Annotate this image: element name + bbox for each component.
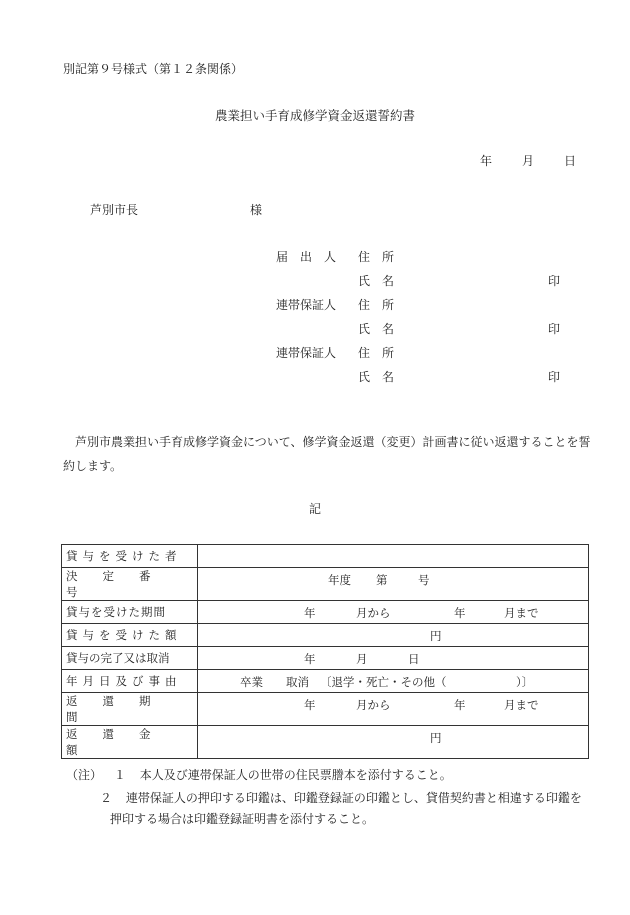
signatory-name-label: 氏 名 [358,274,395,288]
recipient-field[interactable] [198,545,589,568]
row-label: 返還期間 [62,693,198,726]
loan-period-field[interactable] [198,601,589,624]
decision-number-field[interactable] [198,568,589,601]
note-number: ２ [100,791,113,805]
row-label: 年月日及び事由 [62,670,198,693]
note-text: 連帯保証人の押印する印鑑は、印鑑登録証の印鑑とし、貸借契約書と相違する印鑑を [125,791,582,805]
signatory-address-label: 住 所 [358,346,395,360]
loan-amount-field[interactable] [198,624,589,647]
cell-text: 年 [304,606,316,620]
cell-text: 〔退学・死亡・その他（ [320,675,447,689]
note-2 [100,789,582,806]
cell-text: 月から [356,606,391,620]
row-label: 貸与の完了又は取消 [62,647,198,670]
cell-text: 年度 [328,573,351,587]
signatory-name-label: 氏 名 [358,370,395,384]
table-row [62,601,589,624]
cell-text: 日 [408,652,420,666]
row-label: 返還金額 [62,726,198,759]
reason-field[interactable] [198,670,589,693]
note-prefix: （注） [66,768,103,782]
cell-text: 第 [376,573,388,587]
cell-text: 月まで [504,606,539,620]
table-row [62,726,589,759]
signatory-role-applicant: 届 出 人 [276,250,337,264]
note-2-continued: 押印する場合は印鑑登録証明書を添付すること。 [110,812,375,826]
date-day-label: 日 [564,154,577,168]
cell-text: 取消 [286,675,309,689]
completion-date-field[interactable] [198,647,589,670]
row-label: 貸与を受けた額 [62,624,198,647]
cell-text: 号 [418,573,430,587]
row-label: 決定番号 [62,568,198,601]
cell-text: 円 [430,629,442,643]
repayment-amount-field[interactable] [198,726,589,759]
cell-text: 月から [356,698,391,712]
cell-text: 年 [454,606,466,620]
table-row [62,545,589,568]
cell-text: 月まで [504,698,539,712]
form-number-label: 別記第９号様式（第１２条関係） [63,62,244,76]
addressee-honorific: 様 [250,203,263,217]
cell-text: 年 [304,652,316,666]
cell-text: ）〕 [516,675,534,689]
seal-mark: 印 [548,322,561,336]
signatory-role-guarantor: 連帯保証人 [276,346,337,360]
note-text: 本人及び連帯保証人の世帯の住民票謄本を添付すること。 [139,768,452,782]
date-month-label: 月 [522,154,535,168]
note-number: １ [113,768,126,782]
cell-text: 月 [356,652,368,666]
document-title: 農業担い手育成修学資金返還誓約書 [214,108,415,123]
table-row [62,624,589,647]
pledge-text: 芦別市農業担い手育成修学資金について、修学資金返還（変更）計画書に従い返還することを誓約します。 [63,435,591,473]
row-label: 貸与を受けた者 [62,545,198,568]
ki-heading: 記 [308,502,321,516]
signatory-role-guarantor: 連帯保証人 [276,298,337,312]
signatory-address-label: 住 所 [358,298,395,312]
addressee-name: 芦別市長 [90,203,139,217]
seal-mark: 印 [548,274,561,288]
cell-text: 年 [454,698,466,712]
signatory-address-label: 住 所 [358,250,395,264]
addressee [90,201,263,218]
cell-text: 年 [304,698,316,712]
date-year-label: 年 [480,154,493,168]
table-row [62,568,589,601]
row-label: 貸与を受けた期間 [62,601,198,624]
record-table [61,544,589,759]
table-row [62,647,589,670]
table-row [62,693,589,726]
signatory-name-label: 氏 名 [358,322,395,336]
repayment-period-field[interactable] [198,693,589,726]
cell-text: 円 [430,731,442,745]
seal-mark: 印 [548,370,561,384]
note-1 [66,766,452,783]
table-row [62,670,589,693]
cell-text: 卒業 [240,675,263,689]
